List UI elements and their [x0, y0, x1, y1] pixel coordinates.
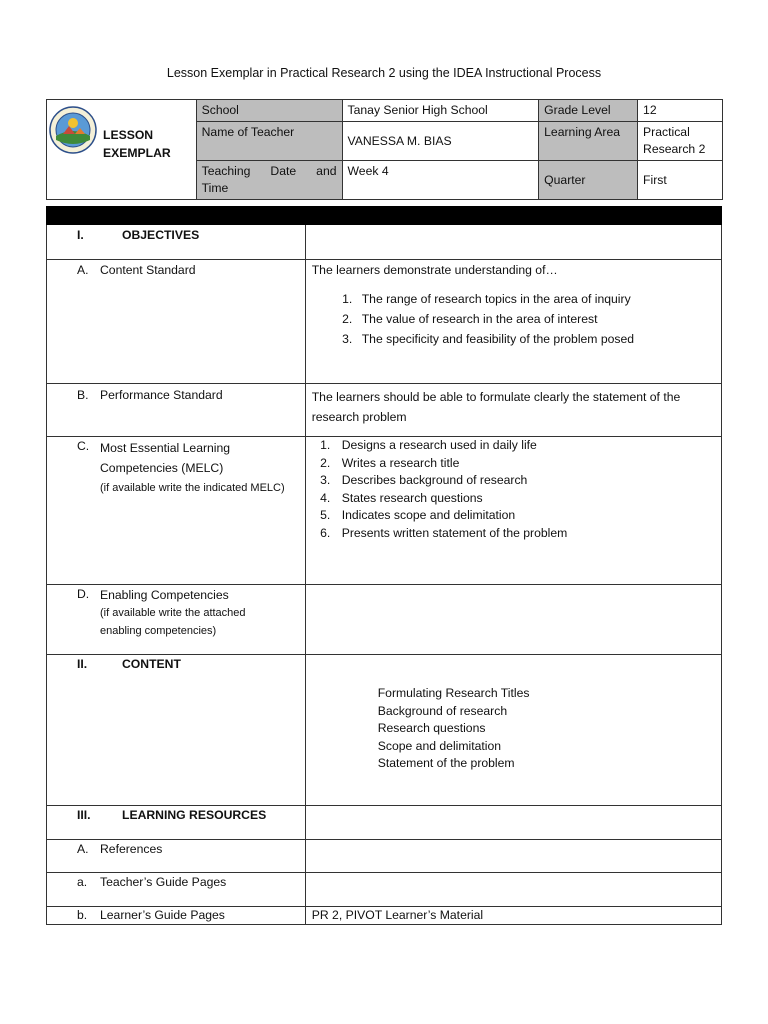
- list-item: 2. The value of research in the area of interest: [356, 309, 715, 329]
- learning-area-line2: Research 2: [643, 142, 706, 156]
- grade-level-value: 12: [638, 100, 723, 122]
- section-marker: I.: [77, 228, 84, 242]
- learning-area-value: [638, 122, 723, 161]
- lesson-label-line2: EXEMPLAR: [103, 146, 171, 160]
- melc-label-line1: Most Essential Learning: [100, 441, 231, 455]
- row-melc: [47, 437, 722, 585]
- section-marker: b.: [77, 908, 88, 922]
- row-references: [47, 840, 722, 873]
- table-header-bar: [47, 207, 722, 225]
- melc-note: (if available write the indicated MELC): [100, 482, 285, 494]
- section-marker: II.: [77, 657, 88, 671]
- learners-guide-value: PR 2, PIVOT Learner’s Material: [305, 907, 721, 925]
- list-item: 5. Indicates scope and delimitation: [334, 507, 715, 525]
- school-value: Tanay Senior High School: [342, 100, 539, 122]
- school-label: School: [196, 100, 342, 122]
- teaching-date-value: Week 4: [342, 161, 539, 200]
- list-item: 3. The specificity and feasibility of the problem posed: [356, 329, 715, 349]
- grade-level-label: Grade Level: [539, 100, 638, 122]
- school-seal-icon: [49, 106, 97, 154]
- logo-cell: [47, 100, 197, 200]
- list-item: Statement of the problem: [377, 756, 515, 770]
- row-content: [47, 655, 722, 806]
- list-item: Background of research: [377, 703, 508, 718]
- quarter-label: Quarter: [539, 161, 638, 200]
- row-learners-guide: [47, 907, 722, 925]
- content-standard-list: [312, 289, 715, 349]
- section-marker: C.: [77, 439, 90, 453]
- date-label-word: Date: [270, 164, 297, 178]
- section-marker: B.: [77, 388, 89, 402]
- enabling-label: Enabling Competencies: [100, 588, 229, 602]
- list-item: Research questions: [377, 721, 486, 735]
- teacher-value: VANESSA M. BIAS: [342, 122, 539, 161]
- quarter-value: First: [638, 161, 723, 200]
- lesson-label-line1: LESSON: [103, 128, 154, 142]
- list-item: 4. States research questions: [334, 490, 715, 508]
- teacher-label: Name of Teacher: [196, 122, 342, 161]
- list-item: 1. Designs a research used in daily life: [334, 437, 715, 455]
- learners-guide-label: Learner’s Guide Pages: [100, 908, 225, 922]
- learning-area-label: Learning Area: [539, 122, 638, 161]
- date-label-line2: Time: [201, 181, 229, 195]
- document-title: Lesson Exemplar in Practical Research 2 using the IDEA Instructional Process: [166, 66, 602, 80]
- row-enabling-competencies: [47, 585, 722, 655]
- section-marker: A.: [77, 263, 89, 277]
- learning-area-line1: Practical: [643, 125, 690, 139]
- objectives-heading: OBJECTIVES: [122, 228, 200, 242]
- melc-list: [312, 437, 715, 542]
- teachers-guide-label: Teacher’s Guide Pages: [100, 875, 227, 889]
- list-item: Formulating Research Titles: [377, 686, 530, 700]
- performance-standard-text: The learners should be able to formulate clearly the statement of the research problem: [305, 384, 721, 437]
- content-topics: [312, 655, 715, 773]
- header-table: [46, 99, 723, 200]
- references-label: References: [100, 842, 163, 856]
- section-marker: III.: [77, 808, 91, 822]
- lesson-exemplar-label: [103, 126, 171, 162]
- section-marker: a.: [77, 875, 88, 889]
- row-content-standard: [47, 260, 722, 384]
- list-item: 1. The range of research topics in the area of inquiry: [356, 289, 715, 309]
- row-objectives: [47, 225, 722, 260]
- content-standard-intro: The learners demonstrate understanding of…: [311, 263, 558, 277]
- teaching-date-label: [196, 161, 342, 200]
- section-marker: A.: [77, 842, 89, 856]
- row-teachers-guide: [47, 873, 722, 907]
- lesson-table: [46, 206, 722, 925]
- enabling-note-line2: enabling competencies): [100, 625, 217, 637]
- row-learning-resources: [47, 806, 722, 840]
- list-item: 2. Writes a research title: [334, 455, 715, 473]
- date-label-word: and: [316, 164, 337, 178]
- enabling-note-line1: (if available write the attached: [100, 607, 246, 619]
- date-label-word: Teaching: [201, 164, 251, 178]
- row-performance-standard: [47, 384, 722, 437]
- content-heading: CONTENT: [122, 657, 181, 671]
- section-marker: D.: [77, 587, 90, 601]
- learning-resources-heading: LEARNING RESOURCES: [122, 808, 267, 822]
- list-item: Scope and delimitation: [377, 738, 502, 753]
- performance-standard-label: Performance Standard: [100, 388, 223, 402]
- content-standard-label: Content Standard: [100, 263, 196, 277]
- melc-label-line2: Competencies (MELC): [100, 461, 224, 475]
- list-item: 6. Presents written statement of the problem: [334, 525, 715, 543]
- list-item: 3. Describes background of research: [334, 472, 715, 490]
